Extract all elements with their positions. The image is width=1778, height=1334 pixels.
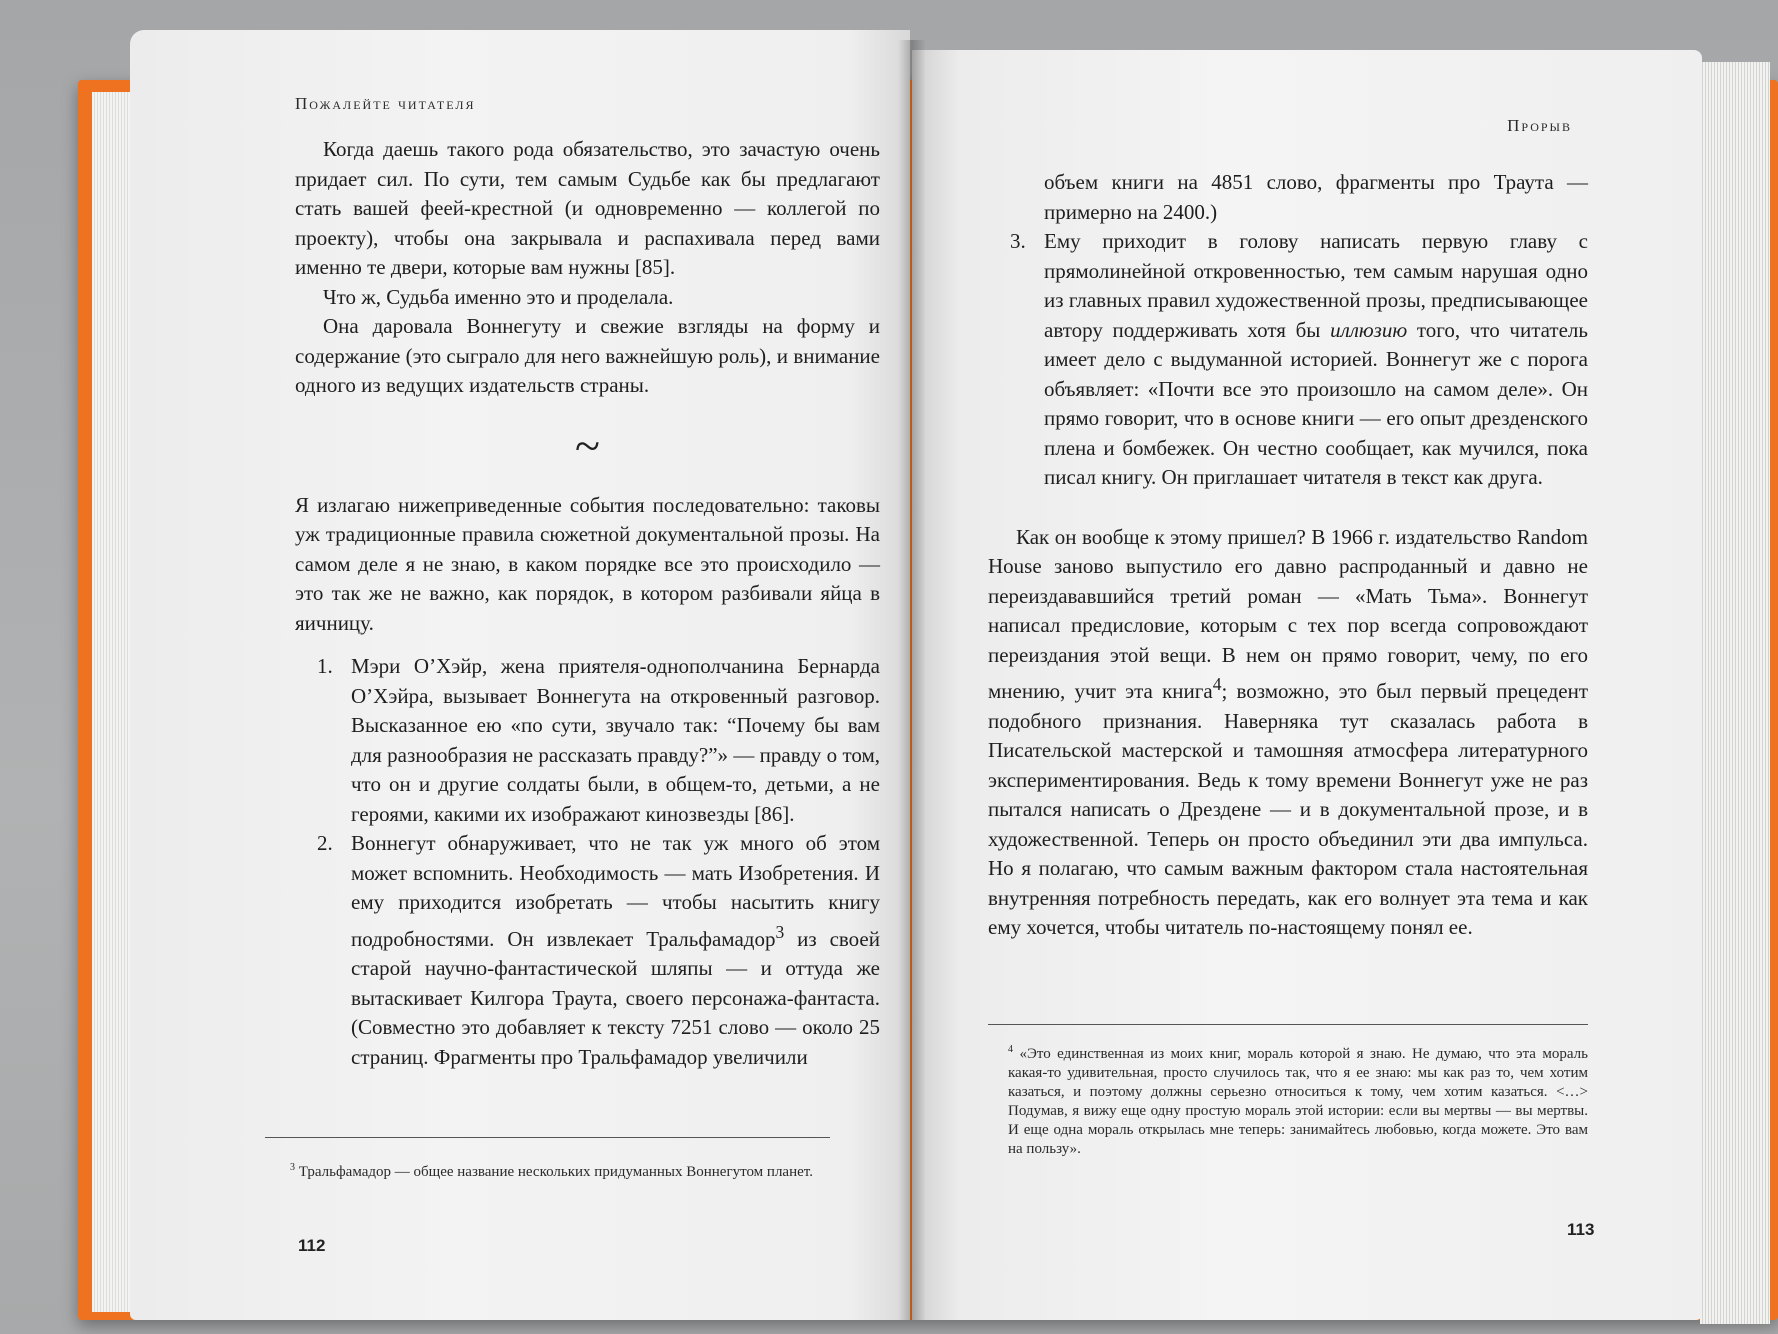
list-item	[988, 227, 1588, 493]
list-item-text: того, что читатель имеет дело с выдуманной историей. Воннегут же с порога объявляет: «Почти все это произошло на самом деле». Он прямо говорит, что в основе книги — его опыт дрезденского плена и бомбежек. Он честно сообщает, как мучился, пока писал книгу. Он приглашает читателя в текст как друга.	[1044, 317, 1588, 489]
list-item	[295, 652, 880, 829]
list-item-number: 3.	[1010, 229, 1026, 253]
footnote-mark: 4	[1008, 1044, 1013, 1055]
book-gutter	[898, 40, 926, 1320]
right-running-head: Прорыв	[1507, 116, 1572, 135]
footnote-text: Тральфамадор — общее название нескольких придуманных Воннегутом планет.	[298, 1164, 813, 1180]
list-item-continuation	[988, 168, 1588, 227]
numbered-list	[988, 168, 1588, 493]
section-separator: ~	[575, 419, 600, 471]
list-item-number: 2.	[317, 831, 333, 855]
paragraph: Я излагаю нижеприведенные события последовательно: таковы уж традиционные правила сюжетной документальной прозы. На самом деле я не знаю, в каком порядке все это происходило — это так же не важно, как порядок, в котором разбивали яйца в яичницу.	[295, 492, 880, 635]
list-item-text: Ему приходит в голову написать первую главу с прямолинейной откровенностью, тем самым нарушая одно из главных правил художественной прозы, предписывающее автору поддерживать хотя бы	[1044, 229, 1588, 342]
paragraph-text: Как он вообще к этому пришел? В 1966 г. издательство Random House заново выпустило его давно распроданный и давно не переиздававшийся третий роман — «Мать Тьма». Воннегут написал предисловие, которым с тех пор всегда сопровождают переиздания этой вещи. В нем он прямо говорит, чему, по его мнению, учит эта книга	[988, 524, 1588, 703]
right-page-stack	[1700, 62, 1770, 1324]
left-running-head: Пожалейте читателя	[295, 94, 476, 113]
left-page-number: 112	[298, 1236, 326, 1255]
footnote-ref: 4	[1212, 674, 1222, 694]
paragraph	[988, 523, 1588, 943]
right-page-number: 113	[1567, 1220, 1595, 1239]
list-item	[295, 829, 880, 1072]
footnote-rule	[265, 1137, 830, 1138]
right-page	[912, 50, 1702, 1320]
left-footnote	[290, 1158, 850, 1182]
list-item-text: из своей старой научно-фантастической шляпы — и оттуда же вытаскивает Килгора Траута, своего персонажа-фантаста. (Совместно это добавляет к тексту 7251 слово — около 25 страниц. Фрагменты про Тральфамадор увеличили	[351, 926, 880, 1069]
numbered-list	[295, 652, 880, 1072]
footnote-mark: 3	[290, 1162, 295, 1173]
paragraph: Она даровала Воннегуту и свежие взгляды на форму и содержание (это сыграло для него важнейшую роль), и внимание одного из ведущих издательств страны.	[295, 314, 880, 397]
emphasis: иллюзию	[1330, 317, 1408, 342]
list-item-text: объем книги на 4851 слово, фрагменты про Траута — примерно на 2400.)	[1044, 170, 1588, 224]
list-item-number: 1.	[317, 654, 333, 678]
footnote-rule	[988, 1024, 1588, 1025]
footnote-ref: 3	[775, 921, 785, 942]
paragraph: Что ж, Судьба именно это и проделала.	[323, 284, 674, 309]
list-item-text: Мэри О’Хэйр, жена приятеля-однополчанина Бернарда О’Хэйра, вызывает Воннегута на откровенный разговор. Высказанное ею «по сути, звучало так: “Почему бы вам для разнообразия не рассказать правду?”» — правду о том, что он и другие солдаты были, в общем-то, детьми, а не героями, какими их изображают кинозвезды [86].	[351, 654, 880, 826]
left-page	[130, 30, 910, 1320]
right-body-text	[988, 168, 1588, 943]
paragraph-text: ; возможно, это был первый прецедент подобного признания. Наверняка тут сказалась работа в Писательской мастерской и тамошняя атмосфера литературного экспериментирования. Ведь к тому времени Воннегут уже не раз пытался написать о Дрездене — и в документальной прозе, и в художественной. Теперь он просто объединил эти два импульса. Но я полагаю, что самым важным фактором стала настоятельная внутренняя потребность передать, как его волнует эта тема и как ему хочется, чтобы читатель по-настоящему понял ее.	[988, 679, 1589, 939]
right-footnote	[1008, 1040, 1588, 1159]
list-item-text: Воннегут обнаруживает, что не так уж много об этом может вспомнить. Необходимость — мать Изобретения. И ему приходится изобретать — чтобы насытить книгу подробностями. Он извлекает Тральфамадор	[351, 831, 880, 951]
left-body-text	[295, 135, 880, 1072]
paragraph: Когда даешь такого рода обязательство, это зачастую очень придает сил. По сути, тем самым Судьбе как бы предлагают стать вашей феей-крестной (и одновременно — коллегой по проекту), чтобы она закрывала и распахивала перед вами именно те двери, которые вам нужны [85].	[295, 137, 880, 279]
footnote-text: «Это единственная из моих книг, мораль которой я знаю. Не думаю, что эта мораль какая-то удивительная, просто случилось так, что я ее знаю: мы как раз то, чем хотим казаться, и поэтому должны серьезно относиться к тому, чем хотим казаться. <…> Подумав, я вижу еще одну простую мораль этой истории: если вы мертвы — вы мертвы. И еще одна мораль открылась мне теперь: занимайтесь любовью, когда можете. Это вам на пользу».	[1008, 1046, 1589, 1157]
